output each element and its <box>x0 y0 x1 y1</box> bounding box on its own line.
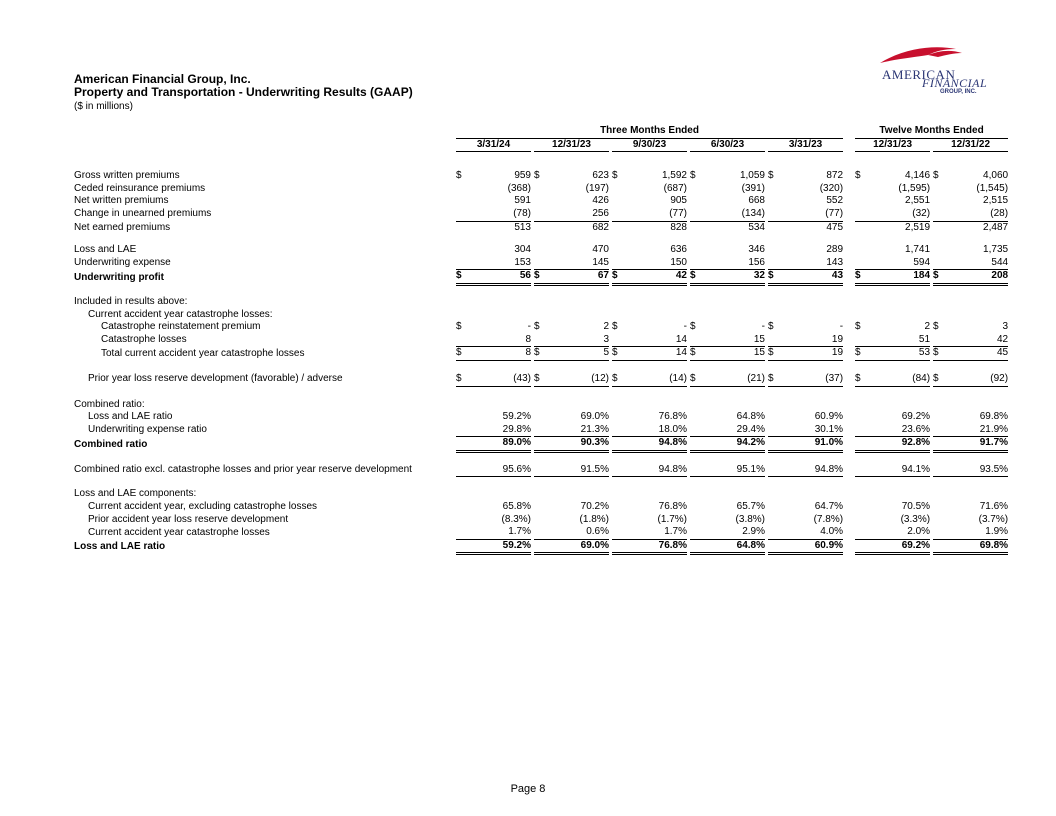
table-row <box>74 464 1008 477</box>
currency-symbol: $ <box>855 347 861 359</box>
cell-value: (134) <box>741 207 765 219</box>
currency-symbol: $ <box>855 170 861 182</box>
cell-value: (84) <box>912 372 931 384</box>
cell-value: 1.7% <box>508 526 531 538</box>
currency-symbol: $ <box>612 321 618 333</box>
cell-value: 4,146 <box>905 170 931 182</box>
cell-value: 89.0% <box>502 437 531 449</box>
cell-value: 1,741 <box>905 244 931 256</box>
cell-value: (1,595) <box>898 182 931 194</box>
cell-value: 91.5% <box>580 463 609 475</box>
spacer-row <box>74 386 1008 399</box>
cell-value: (368) <box>507 182 531 194</box>
cell-value: 64.8% <box>736 411 765 423</box>
table-row <box>74 270 1008 285</box>
table-row <box>74 488 1008 501</box>
logo-line1: AMERICAN <box>882 67 956 82</box>
table-row <box>74 373 1008 386</box>
cell-value: 29.4% <box>736 423 765 435</box>
row-label: Included in results above: <box>74 295 188 307</box>
cell-value: 1.9% <box>985 526 1009 538</box>
table-row <box>74 347 1008 361</box>
currency-symbol: $ <box>456 347 462 359</box>
column-header: 3/31/23 <box>768 139 843 153</box>
cell-value: 594 <box>913 256 931 268</box>
cell-value: (3.7%) <box>978 513 1009 525</box>
row-label: Loss and LAE components: <box>74 488 197 500</box>
cell-value: (77) <box>825 207 844 219</box>
row-label: Net written premiums <box>74 195 169 207</box>
cell-value: 3 <box>1002 321 1009 333</box>
cell-value: 53 <box>918 347 931 359</box>
cell-value: 91.7% <box>979 437 1009 449</box>
cell-value: (37) <box>825 372 844 384</box>
row-label: Underwriting expense ratio <box>88 424 207 436</box>
cell-value: 32 <box>753 270 765 282</box>
table-row <box>74 514 1008 527</box>
cell-value: (687) <box>663 182 687 194</box>
cell-value: 93.5% <box>979 463 1009 475</box>
currency-symbol: $ <box>690 372 696 384</box>
cell-value: (28) <box>990 207 1009 219</box>
cell-value: 682 <box>592 221 609 233</box>
cell-value: 14 <box>675 347 687 359</box>
cell-value: 289 <box>826 244 844 256</box>
cell-value: 2,487 <box>983 221 1009 233</box>
currency-symbol: $ <box>933 347 939 359</box>
cell-value: 636 <box>670 244 687 256</box>
cell-value: 90.3% <box>580 437 609 449</box>
cell-value: (3.3%) <box>900 513 931 525</box>
cell-value: 1,592 <box>661 170 687 182</box>
cell-value: 2,515 <box>983 195 1009 207</box>
cell-value: 69.2% <box>901 411 931 423</box>
cell-value: 1,059 <box>739 170 765 182</box>
cell-value: 30.1% <box>814 423 844 435</box>
cell-value: 60.9% <box>814 539 844 551</box>
cell-value: 59.2% <box>502 411 531 423</box>
cell-value: (1,545) <box>976 182 1009 194</box>
table-row <box>74 334 1008 347</box>
table-row <box>74 221 1008 234</box>
row-label: Change in unearned premiums <box>74 208 212 220</box>
cell-value: (7.8%) <box>813 513 844 525</box>
currency-symbol: $ <box>534 170 540 182</box>
cell-value: 76.8% <box>658 411 687 423</box>
currency-symbol: $ <box>534 321 540 333</box>
table-row <box>74 309 1008 322</box>
cell-value: 42 <box>996 333 1009 345</box>
cell-value: 51 <box>918 333 931 345</box>
table-row <box>74 411 1008 424</box>
cell-value: 64.8% <box>736 539 765 551</box>
cell-value: 150 <box>670 256 687 268</box>
cell-value: 1,735 <box>983 244 1009 256</box>
cell-value: 94.8% <box>658 463 687 475</box>
currency-symbol: $ <box>690 321 696 333</box>
cell-value: 513 <box>514 221 531 233</box>
table-row <box>74 437 1008 452</box>
cell-value: 0.6% <box>586 526 609 538</box>
table-row <box>74 244 1008 257</box>
cell-value: 346 <box>748 244 765 256</box>
group-twelve-months: Twelve Months Ended <box>855 125 1008 139</box>
cell-value: 94.8% <box>814 463 844 475</box>
currency-symbol: $ <box>768 270 774 282</box>
column-header: 3/31/24 <box>456 139 531 153</box>
cell-value: 623 <box>592 170 609 182</box>
cell-value: 828 <box>670 221 687 233</box>
table-row <box>74 424 1008 437</box>
cell-value: 208 <box>991 270 1009 282</box>
cell-value: 69.0% <box>580 539 609 551</box>
cell-value: (197) <box>585 182 609 194</box>
currency-symbol: $ <box>456 372 462 384</box>
row-label: Ceded reinsurance premiums <box>74 182 206 194</box>
cell-value: (43) <box>513 372 531 384</box>
currency-symbol: $ <box>456 270 462 282</box>
table-row <box>74 195 1008 208</box>
cell-value: 143 <box>826 256 844 268</box>
row-label: Gross written premiums <box>74 170 180 182</box>
cell-value: 43 <box>831 270 844 282</box>
currency-symbol: $ <box>768 170 774 182</box>
spacer-row <box>74 284 1008 296</box>
cell-value: 70.5% <box>901 501 931 513</box>
table-row <box>74 208 1008 221</box>
row-label: Prior accident year loss reserve development <box>88 513 289 525</box>
cell-value: 69.8% <box>979 411 1009 423</box>
row-label: Loss and LAE ratio <box>88 411 173 423</box>
cell-value: 2.9% <box>742 526 765 538</box>
currency-symbol: $ <box>690 270 696 282</box>
cell-value: 14 <box>675 333 687 345</box>
cell-value: (320) <box>819 182 844 194</box>
logo-line2: FINANCIAL <box>922 76 988 90</box>
table-row <box>74 539 1008 554</box>
row-label: Current accident year catastrophe losses <box>88 526 270 538</box>
cell-value: 668 <box>748 195 765 207</box>
cell-value: 70.2% <box>580 501 609 513</box>
logo-line3: GROUP, INC. <box>940 89 977 95</box>
currency-symbol: $ <box>768 347 774 359</box>
cell-value: 156 <box>748 256 765 268</box>
row-label: Loss and LAE <box>74 244 137 256</box>
cell-value: 905 <box>670 195 687 207</box>
row-label: Combined ratio excl. catastrophe losses and prior year reserve development <box>74 464 412 476</box>
cell-value: 91.0% <box>814 437 844 449</box>
cell-value: 4.0% <box>820 526 844 538</box>
currency-symbol: $ <box>933 270 939 282</box>
cell-value: 8 <box>525 333 531 345</box>
report-header <box>74 73 413 113</box>
cell-value: 1.7% <box>664 526 687 538</box>
cell-value: 94.1% <box>901 463 931 475</box>
currency-symbol: $ <box>612 347 618 359</box>
column-header: 6/30/23 <box>690 139 765 153</box>
row-label: Underwriting expense <box>74 257 171 269</box>
currency-symbol: $ <box>534 372 540 384</box>
cell-value: 15 <box>753 333 765 345</box>
units-note: ($ in millions) <box>74 101 133 112</box>
cell-value: - <box>683 321 687 333</box>
cell-value: 15 <box>753 347 765 359</box>
row-label: Net earned premiums <box>74 221 171 233</box>
cell-value: 18.0% <box>658 423 687 435</box>
currency-symbol: $ <box>612 270 618 282</box>
cell-value: 19 <box>831 333 844 345</box>
row-label: Current accident year catastrophe losses: <box>88 308 273 320</box>
cell-value: 23.6% <box>901 423 931 435</box>
currency-symbol: $ <box>768 321 774 333</box>
cell-value: 65.8% <box>502 501 531 513</box>
cell-value: 95.1% <box>736 463 765 475</box>
row-label: Current accident year, excluding catastrophe losses <box>88 501 318 513</box>
cell-value: 872 <box>826 170 844 182</box>
cell-value: (391) <box>741 182 765 194</box>
cell-value: 59.2% <box>502 539 531 551</box>
cell-value: 2 <box>924 321 931 333</box>
table-row <box>74 183 1008 196</box>
column-header-row <box>74 139 1008 153</box>
table-row <box>74 321 1008 334</box>
spacer-row <box>74 152 1008 170</box>
cell-value: 45 <box>996 347 1009 359</box>
column-header: 12/31/23 <box>534 139 609 153</box>
cell-value: 304 <box>514 244 531 256</box>
cell-value: (92) <box>990 372 1009 384</box>
cell-value: 591 <box>514 195 531 207</box>
cell-value: - <box>761 321 765 333</box>
cell-value: 67 <box>597 270 609 282</box>
cell-value: 56 <box>519 270 531 282</box>
cell-value: 76.8% <box>658 501 687 513</box>
cell-value: 184 <box>913 270 931 282</box>
report-title: Property and Transportation - Underwriting Results (GAAP) <box>74 85 413 99</box>
cell-value: 69.0% <box>580 411 609 423</box>
currency-symbol: $ <box>456 170 462 182</box>
cell-value: 42 <box>675 270 687 282</box>
cell-value: 2,551 <box>905 195 931 207</box>
cell-value: (12) <box>591 372 609 384</box>
table-row <box>74 526 1008 539</box>
cell-value: 60.9% <box>814 411 844 423</box>
currency-symbol: $ <box>855 321 861 333</box>
spacer-row <box>74 234 1008 244</box>
cell-value: 153 <box>514 256 531 268</box>
currency-symbol: $ <box>612 372 618 384</box>
currency-symbol: $ <box>534 270 540 282</box>
cell-value: 71.6% <box>979 501 1009 513</box>
table-row <box>74 399 1008 412</box>
underwriting-results-table <box>74 125 1008 555</box>
row-label: Combined ratio <box>74 438 148 450</box>
cell-value: 426 <box>592 195 609 207</box>
cell-value: 95.6% <box>502 463 531 475</box>
currency-symbol: $ <box>690 170 696 182</box>
cell-value: 475 <box>826 221 844 233</box>
column-header: 12/31/22 <box>933 139 1008 153</box>
cell-value: 21.3% <box>580 423 609 435</box>
cell-value: 69.2% <box>901 539 931 551</box>
cell-value: 92.8% <box>901 437 931 449</box>
currency-symbol: $ <box>768 372 774 384</box>
cell-value: 256 <box>592 207 609 219</box>
cell-value: 94.2% <box>736 437 765 449</box>
currency-symbol: $ <box>933 170 939 182</box>
cell-value: (77) <box>669 207 687 219</box>
row-label: Catastrophe reinstatement premium <box>101 321 261 333</box>
cell-value: 544 <box>991 256 1009 268</box>
company-logo <box>876 45 988 97</box>
cell-value: (1.7%) <box>657 513 687 525</box>
cell-value: 959 <box>514 170 531 182</box>
cell-value: - <box>839 321 844 333</box>
cell-value: 534 <box>748 221 765 233</box>
cell-value: 145 <box>592 256 609 268</box>
cell-value: 94.8% <box>658 437 687 449</box>
cell-value: 470 <box>592 244 609 256</box>
table-row <box>74 170 1008 183</box>
cell-value: 3 <box>603 333 609 345</box>
page-number: Page 8 <box>510 783 546 795</box>
cell-value: 4,060 <box>983 170 1009 182</box>
company-name: American Financial Group, Inc. <box>74 72 251 86</box>
currency-symbol: $ <box>933 372 939 384</box>
row-label: Catastrophe losses <box>101 334 187 346</box>
cell-value: (14) <box>669 372 687 384</box>
row-label: Prior year loss reserve development (favorable) / adverse <box>88 373 343 385</box>
cell-value: 64.7% <box>814 501 844 513</box>
row-label: Loss and LAE ratio <box>74 541 166 553</box>
spacer-row <box>74 477 1008 489</box>
row-label: Underwriting profit <box>74 271 164 283</box>
currency-symbol: $ <box>612 170 618 182</box>
spacer-row <box>74 360 1008 373</box>
currency-symbol: $ <box>690 347 696 359</box>
cell-value: (8.3%) <box>501 513 531 525</box>
currency-symbol: $ <box>855 372 861 384</box>
currency-symbol: $ <box>534 347 540 359</box>
cell-value: 2.0% <box>907 526 931 538</box>
group-three-months: Three Months Ended <box>456 125 843 139</box>
column-header: 12/31/23 <box>855 139 930 153</box>
cell-value: (3.8%) <box>735 513 765 525</box>
cell-value: 8 <box>525 347 531 359</box>
cell-value: (32) <box>912 207 931 219</box>
table-row <box>74 296 1008 309</box>
cell-value: (1.8%) <box>579 513 609 525</box>
column-header: 9/30/23 <box>612 139 687 153</box>
cell-value: (21) <box>747 372 765 384</box>
currency-symbol: $ <box>933 321 939 333</box>
cell-value: 69.8% <box>979 539 1009 551</box>
cell-value: (78) <box>513 207 531 219</box>
cell-value: - <box>527 321 531 333</box>
currency-symbol: $ <box>855 270 861 282</box>
row-label: Combined ratio: <box>74 398 145 410</box>
spacer-row <box>74 451 1008 464</box>
cell-value: 76.8% <box>658 539 687 551</box>
cell-value: 2,519 <box>905 221 931 233</box>
cell-value: 2 <box>603 321 609 333</box>
cell-value: 5 <box>603 347 609 359</box>
table-row <box>74 257 1008 270</box>
cell-value: 21.9% <box>979 423 1009 435</box>
cell-value: 65.7% <box>736 501 765 513</box>
cell-value: 19 <box>831 347 844 359</box>
row-label: Total current accident year catastrophe losses <box>101 347 305 359</box>
currency-symbol: $ <box>456 321 462 333</box>
cell-value: 552 <box>826 195 844 207</box>
group-header-row <box>74 125 1008 139</box>
table-row <box>74 501 1008 514</box>
cell-value: 29.8% <box>502 423 531 435</box>
